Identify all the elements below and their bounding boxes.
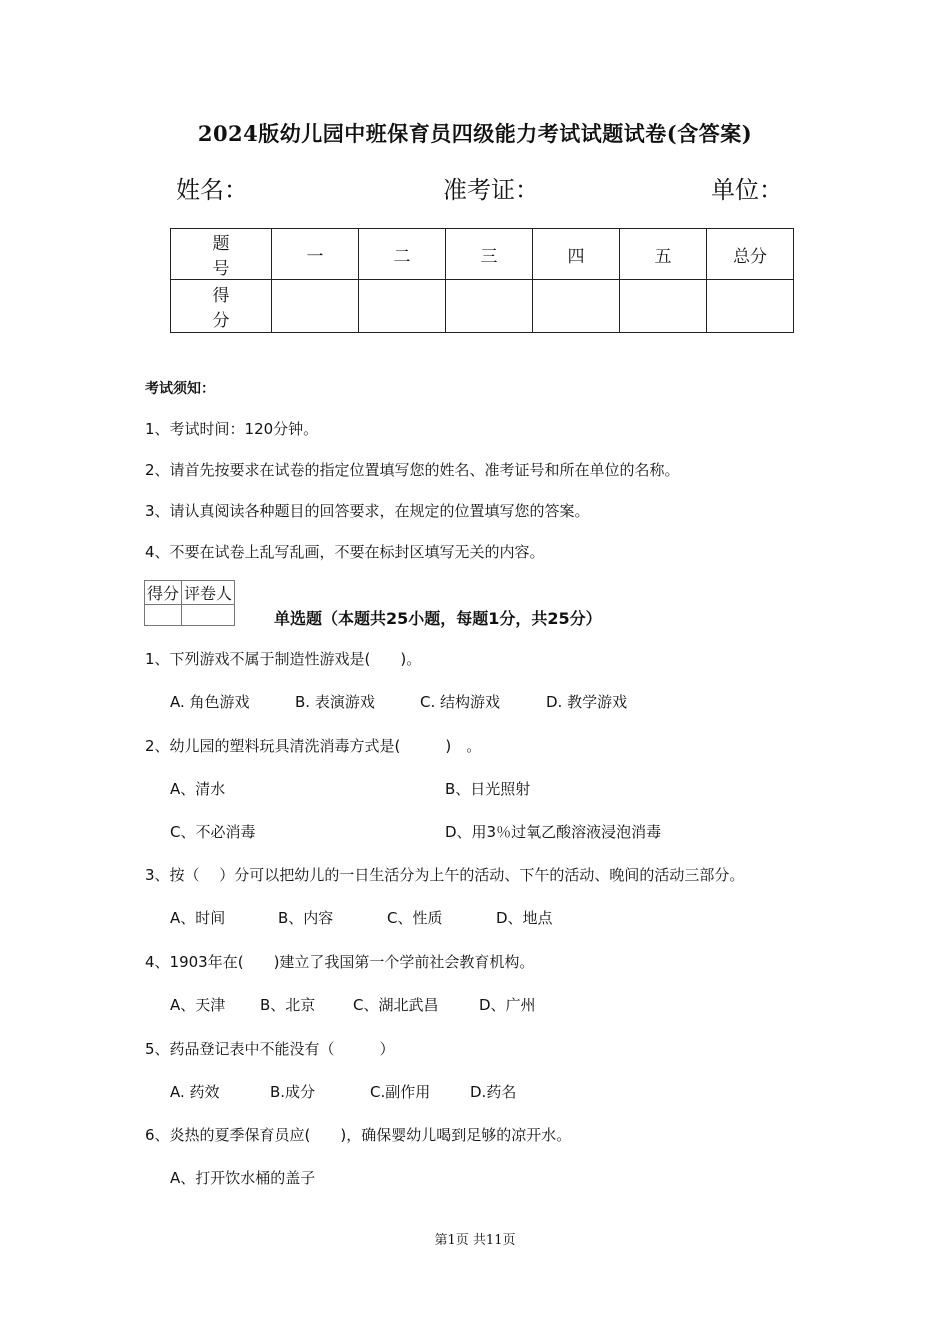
question-text: 4、1903年在( )建立了我国第一个学前社会教育机构。 bbox=[145, 953, 535, 971]
unit-field-label: 单位： bbox=[711, 176, 783, 204]
score-cell-2 bbox=[359, 280, 446, 333]
score-cell-4 bbox=[533, 280, 620, 333]
option: C、湖北武昌 bbox=[353, 996, 439, 1014]
notice-item: 4、不要在试卷上乱写乱画，不要在标封区填写无关的内容。 bbox=[145, 543, 545, 561]
score-row-label: 得 分 bbox=[171, 280, 272, 333]
score-header-2: 二 bbox=[359, 229, 446, 280]
notice-item: 3、请认真阅读各种题目的回答要求，在规定的位置填写您的答案。 bbox=[145, 502, 590, 520]
score-table bbox=[170, 228, 794, 333]
score-cell-total bbox=[707, 280, 794, 333]
question-text: 2、幼儿园的塑料玩具清洗消毒方式是( ) 。 bbox=[145, 737, 482, 755]
grader-score-cell bbox=[145, 605, 182, 626]
grader-name-cell bbox=[182, 605, 235, 626]
grader-name-label: 评卷人 bbox=[182, 581, 235, 605]
score-header-question-no: 题 号 bbox=[171, 229, 272, 280]
grader-box bbox=[144, 580, 235, 626]
grader-score-label: 得分 bbox=[145, 581, 182, 605]
exam-id-field-label: 准考证： bbox=[443, 176, 539, 204]
page-title: 2024版幼儿园中班保育员四级能力考试试题试卷(含答案) bbox=[197, 121, 753, 146]
question-text: 6、炎热的夏季保育员应( )，确保婴幼儿喝到足够的凉开水。 bbox=[145, 1126, 572, 1144]
notice-item: 1、考试时间：120分钟。 bbox=[145, 420, 319, 438]
option: D.药名 bbox=[470, 1083, 517, 1101]
option: B. 表演游戏 bbox=[295, 693, 375, 711]
score-table-header-row bbox=[171, 229, 794, 280]
section-title: 单选题（本题共25小题，每题1分，共25分） bbox=[274, 609, 602, 628]
option: A、清水 bbox=[170, 780, 226, 798]
question-text: 5、药品登记表中不能没有（ ） bbox=[145, 1040, 395, 1058]
notice-item: 2、请首先按要求在试卷的指定位置填写您的姓名、准考证号和所在单位的名称。 bbox=[145, 461, 680, 479]
score-table-score-row bbox=[171, 280, 794, 333]
option: A. 药效 bbox=[170, 1083, 220, 1101]
option: D、用3％过氧乙酸溶液浸泡消毒 bbox=[445, 823, 662, 841]
option: D、广州 bbox=[479, 996, 536, 1014]
score-cell-1 bbox=[272, 280, 359, 333]
name-field-label: 姓名： bbox=[176, 176, 248, 204]
option: A、天津 bbox=[170, 996, 226, 1014]
score-header-5: 五 bbox=[620, 229, 707, 280]
option: D. 教学游戏 bbox=[546, 693, 628, 711]
notice-title: 考试须知： bbox=[145, 381, 215, 397]
option: A、打开饮水桶的盖子 bbox=[170, 1169, 316, 1187]
score-header-1: 一 bbox=[272, 229, 359, 280]
option: B、北京 bbox=[260, 996, 316, 1014]
score-cell-5 bbox=[620, 280, 707, 333]
score-header-4: 四 bbox=[533, 229, 620, 280]
option: A. 角色游戏 bbox=[170, 693, 250, 711]
question-text: 1、下列游戏不属于制造性游戏是( )。 bbox=[145, 650, 422, 668]
option: C、不必消毒 bbox=[170, 823, 256, 841]
option: B.成分 bbox=[270, 1083, 316, 1101]
score-header-3: 三 bbox=[446, 229, 533, 280]
page-footer: 第1页 共11页 bbox=[434, 1233, 516, 1248]
score-cell-3 bbox=[446, 280, 533, 333]
option: C. 结构游戏 bbox=[420, 693, 501, 711]
option: B、日光照射 bbox=[445, 780, 531, 798]
option: A、时间 bbox=[170, 909, 226, 927]
option: D、地点 bbox=[496, 909, 553, 927]
option: C.副作用 bbox=[370, 1083, 431, 1101]
option: B、内容 bbox=[278, 909, 334, 927]
score-header-total: 总分 bbox=[707, 229, 794, 280]
option: C、性质 bbox=[387, 909, 443, 927]
question-text: 3、按（ ）分可以把幼儿的一日生活分为上午的活动、下午的活动、晚间的活动三部分。 bbox=[145, 866, 745, 884]
